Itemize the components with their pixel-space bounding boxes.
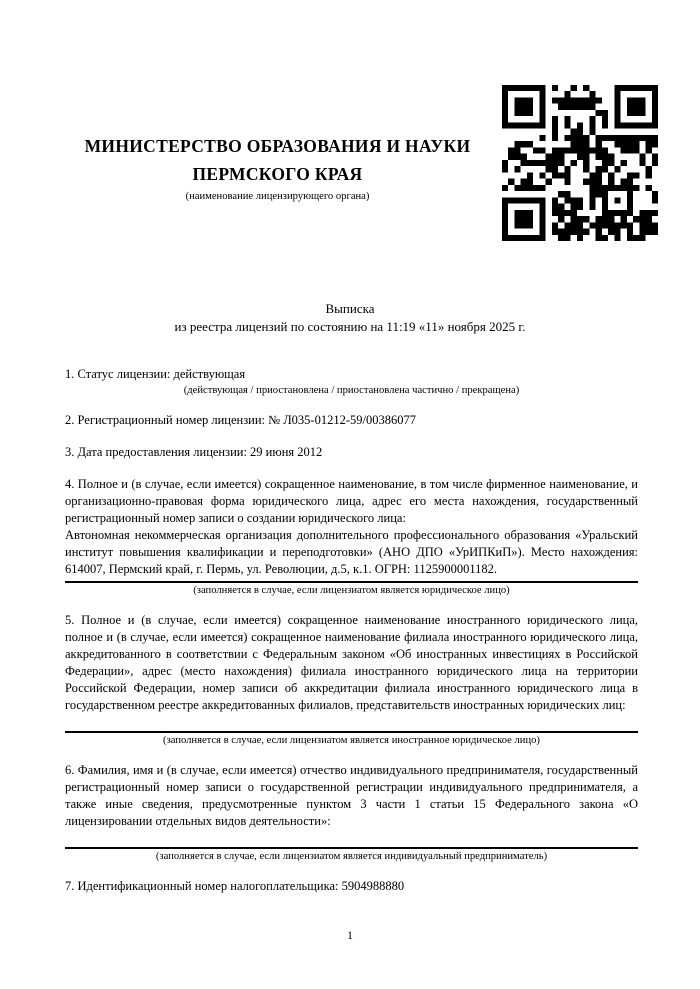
qr-code-icon [502, 85, 658, 241]
fill-in-line [65, 847, 638, 849]
license-status-text: 1. Статус лицензии: действующая [65, 367, 246, 381]
item-taxpayer-id [65, 878, 638, 895]
document-title [0, 300, 700, 335]
license-grant-date-text: 3. Дата предоставления лицензии: 29 июня 2012 [65, 445, 323, 459]
item-registration-number [65, 412, 638, 429]
item-license-status [65, 366, 638, 397]
legal-entity-note: (заполняется в случае, если лицензиатом является юридическое лицо) [193, 585, 510, 596]
foreign-entity-note: (заполняется в случае, если лицензиатом является иностранное юридическое лицо) [163, 735, 540, 746]
document-body [65, 366, 638, 910]
fill-in-line [65, 581, 638, 583]
page-number: 1 [347, 928, 353, 942]
doc-title-line2: из реестра лицензий по состоянию на 11:19 «11» ноября 2025 г. [174, 318, 526, 334]
blank-fill-area [65, 714, 638, 728]
legal-entity-value: Автономная некоммерческая организация дополнительного профессионального образования «Уральский институт повышения квалификации и переподготовки» (АНО ДПО «УрИПКиП»). Место нахождения: 614007, Пермский край, г. Пермь, ул. Революции, д.5, к.1. ОГРН: 1125900001182. [65, 528, 638, 576]
individual-entrepreneur-note: (заполняется в случае, если лицензиатом является индивидуальный предприниматель) [155, 851, 548, 862]
ministry-name-line2: ПЕРМСКОГО КРАЯ [192, 164, 363, 184]
item-foreign-entity-info [65, 612, 638, 747]
foreign-entity-label: 5. Полное и (в случае, если имеется) сокращенное наименование иностранного юридического лица, полное и (в случае, если имеется) сокращенное наименование филиала иностранного юридического лица, аккредитованного в соответствии с Федеральным законом «Об иностранных инвестициях в Российской Федерации», адрес (место нахождения) филиала иностранного юридического лица на территории Российской Федерации, номер записи об аккредитации филиала иностранного юридического лица в государственном реестре аккредитованных филиалов, представительств иностранных юридических лиц: [65, 613, 638, 712]
doc-title-line1: Выписка [325, 301, 375, 316]
document-header [55, 132, 500, 204]
taxpayer-id-text: 7. Идентификационный номер налогоплательщика: 5904988880 [65, 879, 405, 893]
item-individual-entrepreneur-info [65, 762, 638, 863]
legal-entity-label: 4. Полное и (в случае, если имеется) сокращенное наименование, в том числе фирменное наименование, и организационно-правовая форма юридического лица, адрес его места нахождения, государственный регистрационный номер записи о создании юридического лица: [65, 477, 638, 525]
registration-number-text: 2. Регистрационный номер лицензии: № Л035-01212-59/00386077 [65, 413, 416, 427]
license-status-options-note: (действующая / приостановлена / приостановлена частично / прекращена) [183, 385, 520, 396]
blank-fill-area [65, 830, 638, 844]
individual-entrepreneur-label: 6. Фамилия, имя и (в случае, если имеется) отчество индивидуального предпринимателя, государственный регистрационный номер записи о государственной регистрации индивидуального предпринимателя, а также иные сведения, предусмотренные пунктом 3 части 1 статьи 15 Федерального закона «О лицензировании отдельных видов деятельности»: [65, 763, 638, 828]
ministry-name-line1: МИНИСТЕРСТВО ОБРАЗОВАНИЯ И НАУКИ [84, 136, 471, 156]
item-legal-entity-info [65, 476, 638, 597]
item-license-grant-date [65, 444, 638, 461]
licensing-authority-note: (наименование лицензирующего органа) [185, 191, 370, 202]
fill-in-line [65, 731, 638, 733]
